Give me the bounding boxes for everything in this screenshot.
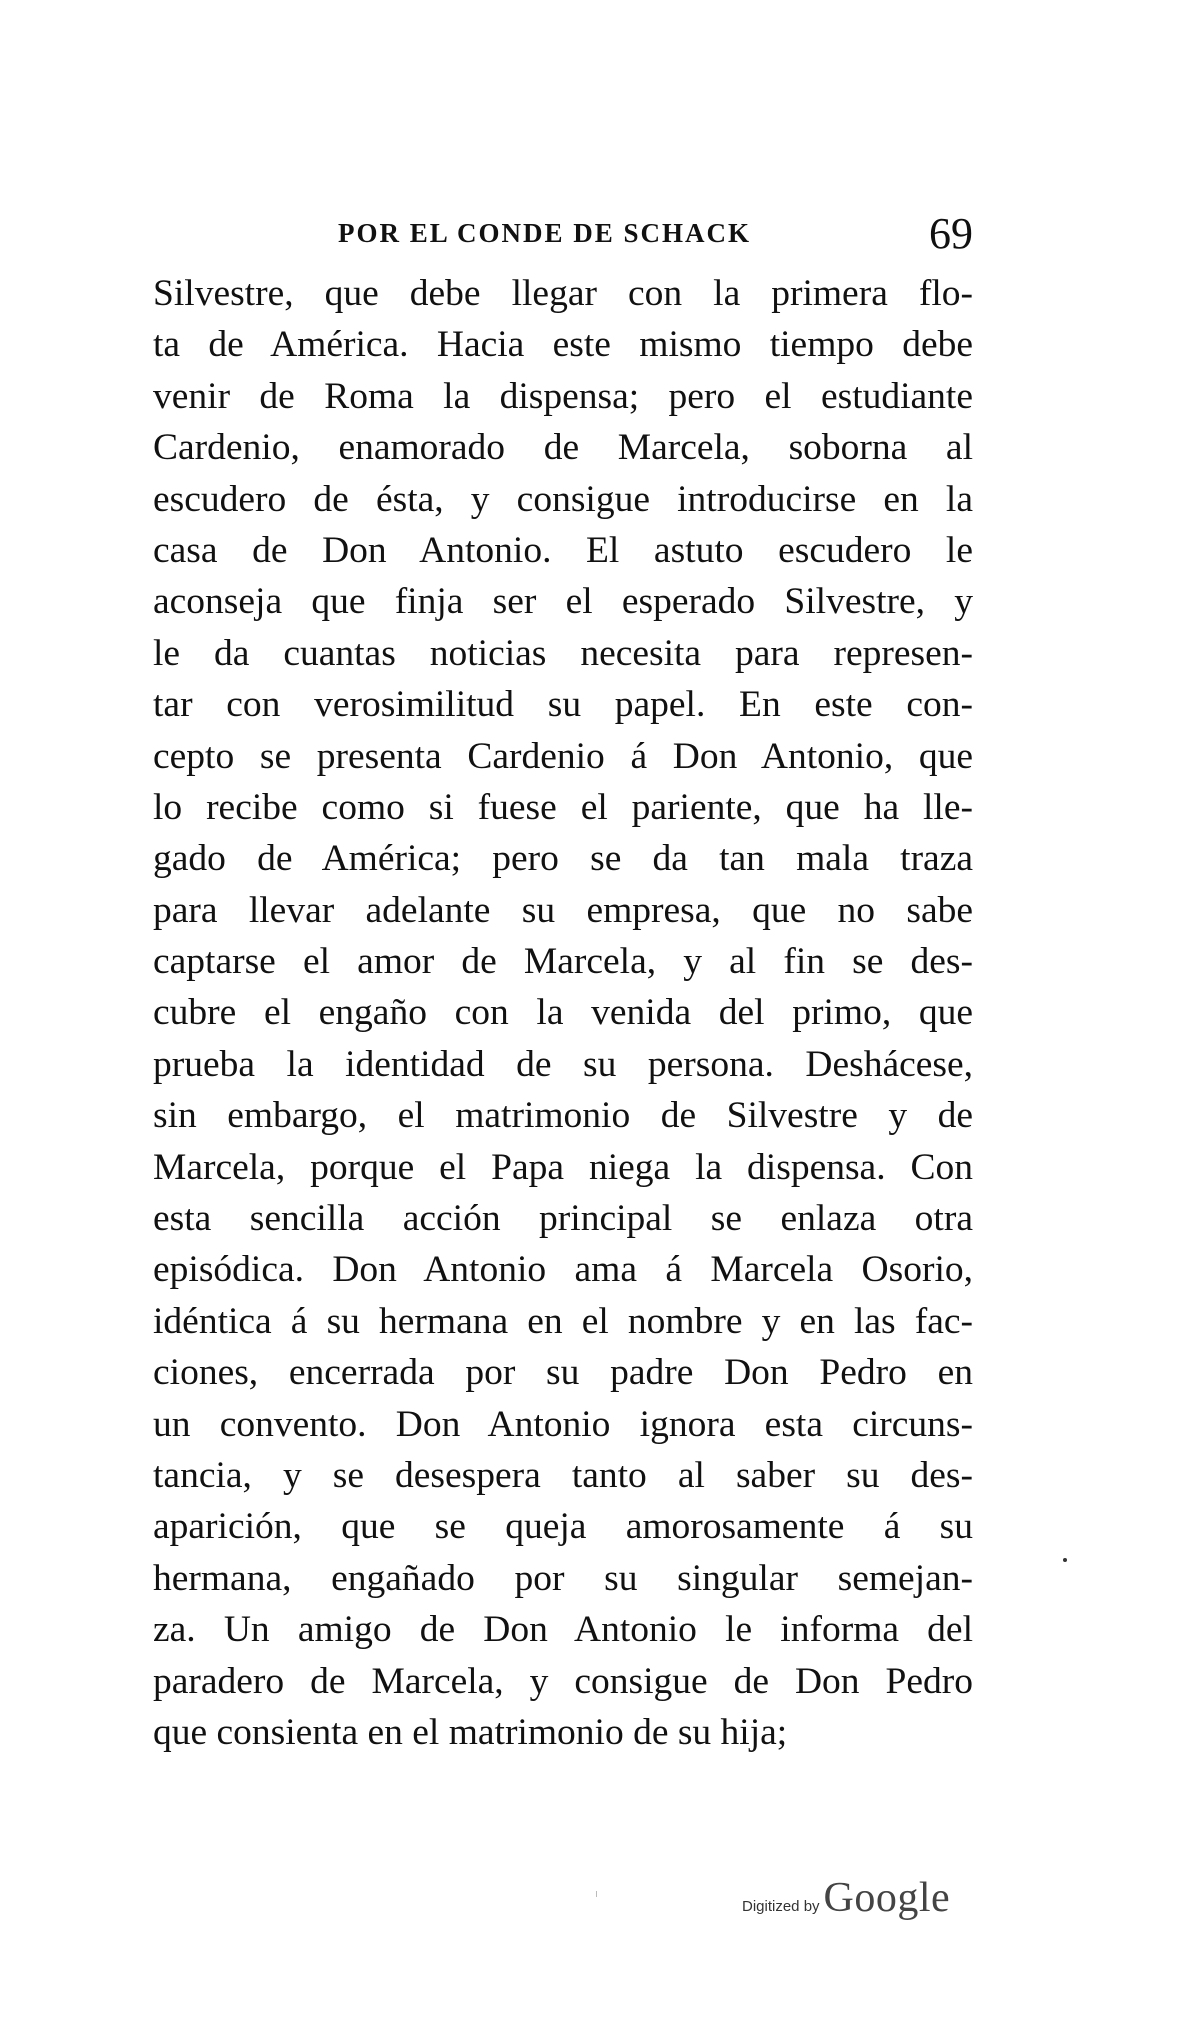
text-line: escudero de ésta, y consigue introducirse en la [153, 478, 973, 520]
running-title: POR EL CONDE DE SCHACK [338, 218, 752, 248]
page-number: 69 [929, 209, 973, 258]
text-line: cubre el engaño con la venida del primo, que [153, 992, 973, 1034]
text-line: cepto se presenta Cardenio á Don Antonio, que [153, 735, 973, 777]
text-line: un convento. Don Antonio ignora esta circuns- [153, 1403, 973, 1445]
text-line: para llevar adelante su empresa, que no sabe [153, 889, 973, 931]
text-line: venir de Roma la dispensa; pero el estudiante [153, 375, 973, 417]
text-line: sin embargo, el matrimonio de Silvestre y de [153, 1095, 973, 1137]
text-line: prueba la identidad de su persona. Deshácese, [153, 1043, 973, 1085]
text-line: idéntica á su hermana en el nombre y en las fac- [153, 1300, 973, 1342]
text-line: aparición, que se queja amorosamente á su [153, 1506, 973, 1548]
digitized-brand: Google [823, 1875, 951, 1921]
margin-speck [1063, 1558, 1067, 1562]
digitized-watermark [742, 1874, 950, 1922]
text-line: captarse el amor de Marcela, y al fin se des- [153, 941, 973, 983]
text-line: hermana, engañado por su singular semejan- [153, 1557, 973, 1599]
text-line: Cardenio, enamorado de Marcela, soborna al [153, 427, 973, 469]
text-line: casa de Don Antonio. El astuto escudero le [153, 529, 973, 571]
text-line: tancia, y se desespera tanto al saber su des- [153, 1454, 973, 1496]
running-head [153, 208, 973, 264]
gutter-mark [596, 1891, 597, 1897]
text-line: aconseja que finja ser el esperado Silvestre, y [153, 581, 973, 623]
text-line: esta sencilla acción principal se enlaza otra [153, 1198, 973, 1240]
text-line: episódica. Don Antonio ama á Marcela Osorio, [153, 1249, 973, 1291]
text-line: gado de América; pero se da tan mala traza [153, 838, 973, 880]
text-line: ciones, encerrada por su padre Don Pedro en [153, 1352, 973, 1394]
text-line: paradero de Marcela, y consigue de Don Pedro [153, 1660, 973, 1702]
text-line: za. Un amigo de Don Antonio le informa del [153, 1609, 973, 1651]
text-line: lo recibe como si fuese el pariente, que ha lle- [153, 786, 973, 828]
text-line: tar con verosimilitud su papel. En este con- [153, 684, 973, 726]
digitized-label: Digitized by [742, 1898, 820, 1915]
text-line: le da cuantas noticias necesita para represen- [153, 632, 973, 674]
text-line: Marcela, porque el Papa niega la dispensa. Con [153, 1146, 973, 1188]
text-line: que consienta en el matrimonio de su hija; [153, 1711, 788, 1753]
text-line: Silvestre, que debe llegar con la primera flo- [153, 273, 973, 314]
body-text [153, 268, 973, 1758]
text-line: ta de América. Hacia este mismo tiempo debe [153, 324, 973, 366]
